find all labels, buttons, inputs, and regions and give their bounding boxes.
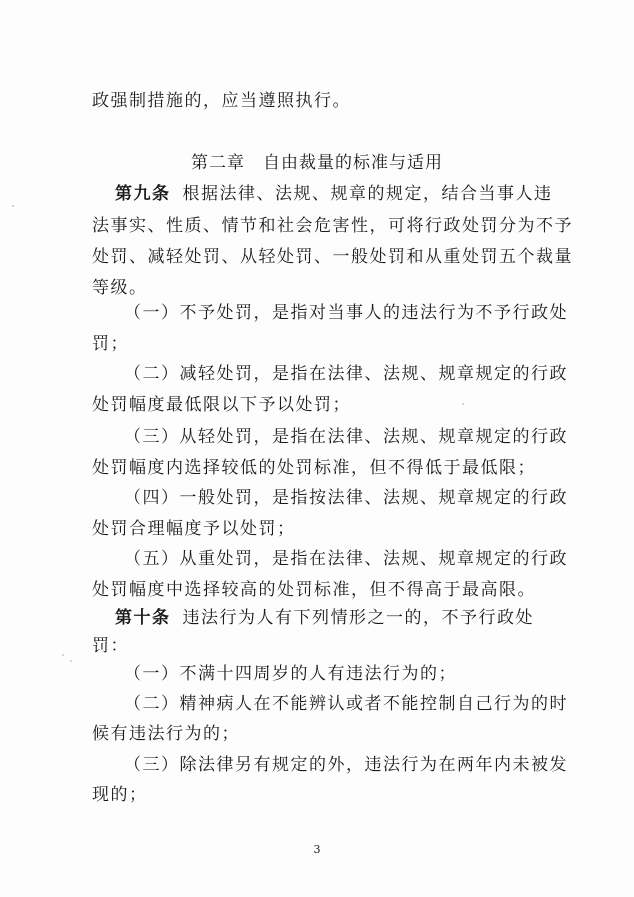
item-9-5-line-2: 处罚幅度中选择较高的处罚标准，但不得高于最高限。: [92, 580, 536, 600]
article-9-label: 第九条: [115, 184, 171, 204]
page-number: 3: [313, 843, 321, 856]
item-10-2-line-2: 候有违法行为的；: [92, 724, 240, 744]
article-10-first-line: [115, 608, 534, 628]
scan-speck: [62, 654, 64, 656]
article-10-line-2: 罚：: [92, 636, 129, 656]
item-9-1-line-1: （一）不予处罚，是指对当事人的违法行为不予行政处: [124, 303, 568, 323]
scan-speck: [462, 403, 464, 405]
item-10-2-line-1: （二）精神病人在不能辨认或者不能控制自己行为的时: [124, 694, 568, 714]
item-9-3-line-2: 处罚幅度内选择较低的处罚标准，但不得低于最低限；: [92, 458, 536, 478]
article-10-text: 违法行为人有下列情形之一的，不予行政处: [182, 608, 534, 628]
item-9-4-line-1: （四）一般处罚，是指按法律、法规、规章规定的行政: [124, 488, 568, 508]
scan-speck: [70, 660, 72, 662]
item-10-3-line-2: 现的；: [92, 785, 148, 805]
item-9-5-line-1: （五）从重处罚，是指在法律、法规、规章规定的行政: [124, 549, 568, 569]
article-10-label: 第十条: [115, 608, 171, 628]
item-9-2-line-1: （二）减轻处罚，是指在法律、法规、规章规定的行政: [124, 364, 568, 384]
continuation-line: 政强制措施的，应当遵照执行。: [92, 91, 351, 111]
item-10-3-line-1: （三）除法律另有规定的外，违法行为在两年内未被发: [124, 755, 568, 775]
item-9-3-line-1: （三）从轻处罚，是指在法律、法规、规章规定的行政: [124, 427, 568, 447]
article-9-line-4: 等级。: [92, 278, 148, 298]
item-9-4-line-2: 处罚合理幅度予以处罚；: [92, 519, 296, 539]
item-10-1-line-1: （一）不满十四周岁的人有违法行为的；: [124, 664, 457, 684]
item-9-1-line-2: 罚；: [92, 334, 129, 354]
article-9-line-2: 法事实、性质、情节和社会危害性，可将行政处罚分为不予: [92, 216, 573, 236]
article-9-text: 根据法律、法规、规章的规定，结合当事人违: [182, 184, 553, 204]
item-9-2-line-2: 处罚幅度最低限以下予以处罚；: [92, 395, 351, 415]
chapter-title: 第二章 自由裁量的标准与适用: [191, 153, 443, 173]
scan-speck: [12, 205, 14, 207]
article-9-line-3: 处罚、减轻处罚、从轻处罚、一般处罚和从重处罚五个裁量: [92, 247, 573, 267]
article-9-first-line: [115, 184, 553, 204]
